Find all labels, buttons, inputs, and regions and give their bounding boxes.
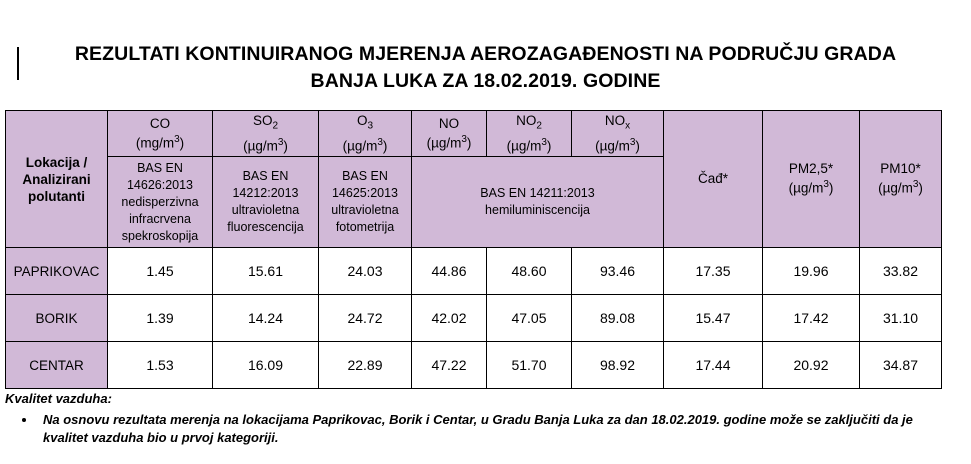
col-header-no — [412, 111, 487, 157]
note-bullet: • Na osnovu rezultata merenja na lokacijama Paprikovac, Borik i Centar, u Gradu Banja Luka za dan 18.02.2019. godine može se zaključiti da je kvalitet vazduha bio u prvoj kategoriji. — [37, 411, 961, 447]
cell-paprikovac-no2: 48.60 — [487, 248, 572, 295]
cell-borik-no: 42.02 — [412, 295, 487, 342]
pollutant-name: Čađ* — [697, 171, 729, 187]
pollutant-name: CO — [149, 115, 171, 131]
page-title-line-2: BANJA LUKA ZA 18.02.2019. GODINE — [310, 70, 661, 92]
pollutant-name: $NO_2$ — [516, 113, 542, 132]
col-header-so2 — [213, 111, 319, 157]
table-row-centar — [6, 342, 942, 389]
cell-centar-pm10: 34.87 — [860, 342, 942, 389]
pollutant-unit: $(\mu g/m^3)$ — [506, 136, 552, 154]
pollutant-name: NO — [438, 115, 460, 131]
note-heading: Kvalitet vazduha: — [5, 391, 112, 406]
method-co: BAS EN 14626:2013 nedisperzivna infracrvena spekroskopija — [108, 157, 213, 248]
cell-borik-co: 1.39 — [108, 295, 213, 342]
col-header-nox — [572, 111, 664, 157]
header-row-pollutants — [6, 111, 942, 157]
pollutant-unit: $(\mu g/m^3)$ — [788, 179, 834, 196]
col-header-co — [108, 111, 213, 157]
cell-centar-no: 47.22 — [412, 342, 487, 389]
cell-paprikovac-co: 1.45 — [108, 248, 213, 295]
pollutant-name: $SO_2$ — [252, 113, 279, 132]
table-row-paprikovac — [6, 248, 942, 295]
method-no-group-text: BAS EN 14211:2013 hemiluminiscencija — [480, 186, 595, 218]
table-row-borik — [6, 295, 942, 342]
pollutant-unit: $(\mu g/m^3)$ — [426, 133, 472, 151]
cell-centar-pm25: 20.92 — [763, 342, 860, 389]
cell-paprikovac-o3: 24.03 — [319, 248, 412, 295]
corner-header: Lokacija / Analizirani polutanti — [6, 111, 108, 248]
cell-paprikovac-nox: 93.46 — [572, 248, 664, 295]
cell-borik-o3: 24.72 — [319, 295, 412, 342]
cell-centar-cadj: 17.44 — [664, 342, 763, 389]
cell-centar-nox: 98.92 — [572, 342, 664, 389]
pollutant-unit: $(\mu g/m^3)$ — [342, 136, 388, 154]
pollutant-name: $O_3$ — [356, 113, 374, 132]
cell-borik-so2: 14.24 — [213, 295, 319, 342]
col-header-pm10 — [860, 111, 942, 248]
method-so2: BAS EN 14212:2013 ultravioletna fluorescencija — [213, 157, 319, 248]
pollutant-name: PM10* — [880, 161, 921, 177]
page-title-line-1: REZULTATI KONTINUIRANOG MJERENJA AEROZAGAĐENOSTI NA PODRUČJU GRADA — [74, 43, 897, 65]
cell-borik-nox: 89.08 — [572, 295, 664, 342]
cell-paprikovac-pm25: 19.96 — [763, 248, 860, 295]
cell-borik-cadj: 15.47 — [664, 295, 763, 342]
cell-paprikovac-pm10: 33.82 — [860, 248, 942, 295]
col-header-pm25 — [763, 111, 860, 248]
cell-borik-pm10: 31.10 — [860, 295, 942, 342]
air-quality-results-table — [5, 110, 942, 389]
pollutant-unit: $(\mu g/m^3)$ — [878, 179, 923, 196]
pollutant-unit: $(\mu g/m^3)$ — [595, 136, 640, 154]
cell-borik-pm25: 17.42 — [763, 295, 860, 342]
method-o3: BAS EN 14625:2013 ultravioletna fotometrija — [319, 157, 412, 248]
cell-centar-o3: 22.89 — [319, 342, 412, 389]
col-header-o3 — [319, 111, 412, 157]
pollutant-unit: $(mg/m^3)$ — [135, 133, 185, 151]
note-list — [5, 411, 961, 447]
pollutant-name: PM2,5* — [788, 161, 834, 177]
cell-borik-no2: 47.05 — [487, 295, 572, 342]
cell-centar-so2: 16.09 — [213, 342, 319, 389]
pollutant-unit: $(\mu g/m^3)$ — [243, 136, 288, 154]
caret-mark — [17, 47, 19, 80]
cell-paprikovac-so2: 15.61 — [213, 248, 319, 295]
row-header-location: BORIK — [6, 295, 108, 342]
col-header-no2 — [487, 111, 572, 157]
pollutant-name: $NO_x$ — [604, 113, 631, 132]
page-title — [30, 41, 941, 95]
cell-paprikovac-cadj: 17.35 — [664, 248, 763, 295]
col-header-cadj — [664, 111, 763, 248]
air-quality-note — [5, 391, 961, 447]
cell-centar-co: 1.53 — [108, 342, 213, 389]
cell-paprikovac-no: 44.86 — [412, 248, 487, 295]
row-header-location: PAPRIKOVAC — [6, 248, 108, 295]
method-no-group — [412, 157, 664, 248]
cell-centar-no2: 51.70 — [487, 342, 572, 389]
row-header-location: CENTAR — [6, 342, 108, 389]
